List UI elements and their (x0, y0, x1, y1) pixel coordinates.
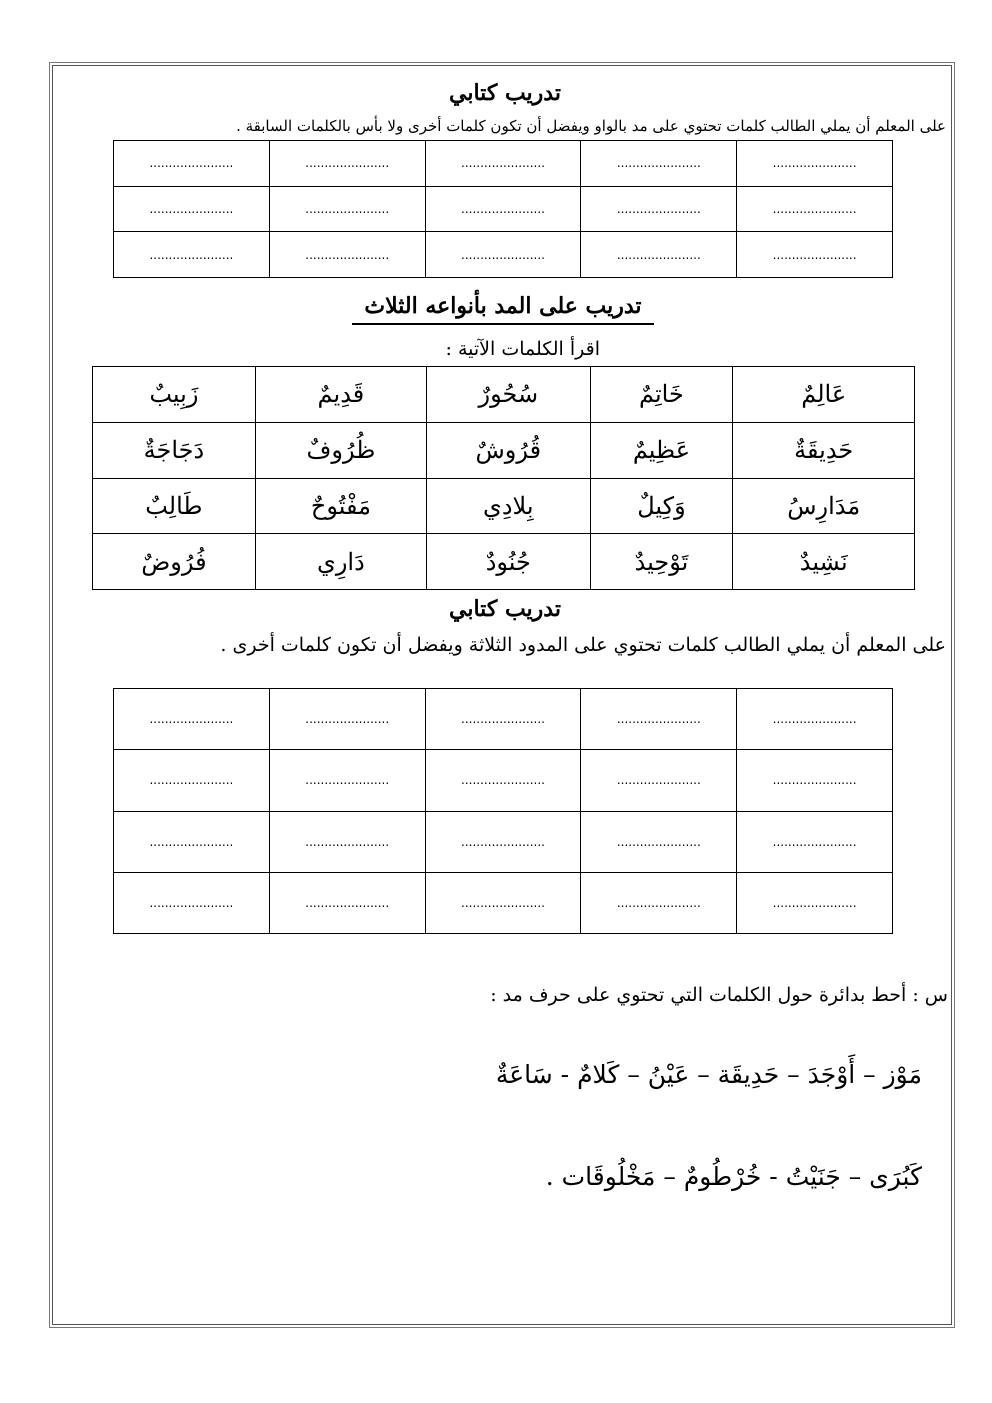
word-cell: طَالِبٌ (93, 478, 256, 534)
blank-answer-cell: ...................... (269, 872, 425, 933)
grid-row (114, 689, 893, 750)
word-cell: خَاتِمٌ (590, 367, 733, 423)
blank-answer-cell: ...................... (425, 232, 581, 278)
word-cell: دَارِي (255, 534, 426, 590)
word-cell: عَظِيمٌ (590, 422, 733, 478)
word-cell: ظُرُوفٌ (255, 422, 426, 478)
word-cell: عَالِمٌ (733, 367, 915, 423)
blank-answer-cell: ...................... (425, 689, 581, 750)
blank-answer-cell: ...................... (737, 186, 893, 232)
blank-answer-cell: ...................... (737, 811, 893, 872)
section1-title: تدريب كتابي (449, 80, 561, 106)
word-cell: تَوْحِيدٌ (590, 534, 733, 590)
blank-answer-cell: ...................... (425, 811, 581, 872)
blank-answer-cell: ...................... (114, 232, 270, 278)
blank-answer-cell: ...................... (581, 689, 737, 750)
blank-answer-cell: ...................... (581, 750, 737, 811)
section2-subtitle: اقرأ الكلمات الآتية : (445, 338, 600, 360)
blank-answer-cell: ...................... (114, 141, 270, 187)
blank-answer-cell: ...................... (114, 689, 270, 750)
blank-answer-cell: ...................... (114, 750, 270, 811)
section3-answer-grid (113, 688, 893, 934)
word-cell: دَجَاجَةٌ (93, 422, 256, 478)
blank-answer-cell: ...................... (425, 750, 581, 811)
grid-row (114, 232, 893, 278)
blank-answer-cell: ...................... (737, 141, 893, 187)
blank-answer-cell: ...................... (114, 186, 270, 232)
blank-answer-cell: ...................... (581, 811, 737, 872)
word-row (93, 422, 915, 478)
circle-question: س : أحط بدائرة حول الكلمات التي تحتوي على حرف مد : (490, 984, 948, 1006)
section1-instruction: على المعلم أن يملي الطالب كلمات تحتوي على مد بالواو ويفضل أن تكون كلمات أخرى ولا بأس بالكلمات السابقة . (236, 117, 946, 135)
word-cell: قُرُوشٌ (427, 422, 590, 478)
blank-answer-cell: ...................... (269, 811, 425, 872)
section1-answer-grid (113, 140, 893, 278)
section3-instruction: على المعلم أن يملي الطالب كلمات تحتوي على المدود الثلاثة ويفضل أن تكون كلمات أخرى . (220, 634, 946, 656)
blank-answer-cell: ...................... (425, 186, 581, 232)
word-cell: وَكِيلٌ (590, 478, 733, 534)
blank-answer-cell: ...................... (737, 872, 893, 933)
blank-answer-cell: ...................... (425, 872, 581, 933)
blank-answer-cell: ...................... (114, 811, 270, 872)
word-row (93, 367, 915, 423)
blank-answer-cell: ...................... (269, 750, 425, 811)
words-line-1: مَوْز – أَوْجَدَ – حَدِيقَة – عَيْنُ – كَلامٌ - سَاعَةٌ (495, 1060, 922, 1089)
reading-words-table (92, 366, 915, 590)
blank-answer-cell: ...................... (581, 232, 737, 278)
blank-answer-cell: ...................... (581, 141, 737, 187)
word-cell: نَشِيدٌ (733, 534, 915, 590)
grid-row (114, 141, 893, 187)
word-cell: بِلادِي (427, 478, 590, 534)
blank-answer-cell: ...................... (581, 186, 737, 232)
word-cell: فُرُوضٌ (93, 534, 256, 590)
section2-title: تدريب على المد بأنواعه الثلاث (352, 293, 654, 325)
blank-answer-cell: ...................... (581, 872, 737, 933)
words-line-2: كَبُرَى – جَنَيْتُ - خُرْطُومٌ – مَخْلُوقَات . (545, 1162, 922, 1191)
blank-answer-cell: ...................... (737, 750, 893, 811)
blank-answer-cell: ...................... (425, 141, 581, 187)
grid-row (114, 811, 893, 872)
grid-row (114, 186, 893, 232)
word-cell: حَدِيقَةٌ (733, 422, 915, 478)
grid-row (114, 750, 893, 811)
word-cell: زَبِيبٌ (93, 367, 256, 423)
word-row (93, 534, 915, 590)
word-cell: مَفْتُوحٌ (255, 478, 426, 534)
section3-title: تدريب كتابي (449, 596, 561, 622)
blank-answer-cell: ...................... (737, 232, 893, 278)
word-row (93, 478, 915, 534)
blank-answer-cell: ...................... (269, 141, 425, 187)
blank-answer-cell: ...................... (269, 689, 425, 750)
blank-answer-cell: ...................... (737, 689, 893, 750)
blank-answer-cell: ...................... (269, 186, 425, 232)
word-cell: مَدَارِسُ (733, 478, 915, 534)
blank-answer-cell: ...................... (114, 872, 270, 933)
blank-answer-cell: ...................... (269, 232, 425, 278)
word-cell: قَدِيمٌ (255, 367, 426, 423)
word-cell: سُحُورٌ (427, 367, 590, 423)
grid-row (114, 872, 893, 933)
word-cell: جُنُودٌ (427, 534, 590, 590)
